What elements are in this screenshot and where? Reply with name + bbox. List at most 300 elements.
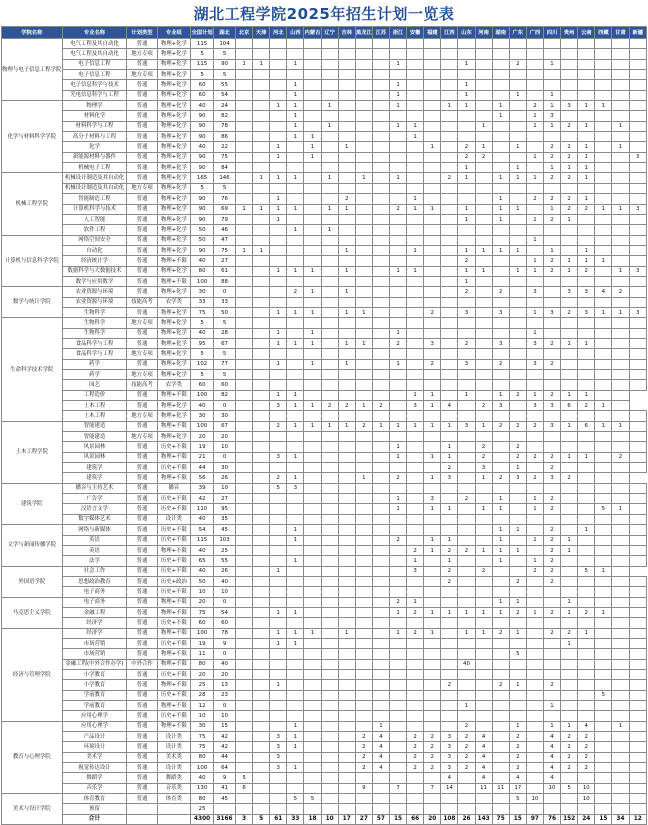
- table-cell: 地方专项: [127, 70, 157, 80]
- table-cell: [509, 318, 526, 328]
- table-cell: [629, 442, 646, 452]
- table-cell: 2: [561, 732, 578, 742]
- major-name-cell: 经济学: [62, 628, 127, 638]
- table-cell: [629, 742, 646, 752]
- table-cell: 普通: [127, 307, 157, 317]
- table-cell: 2: [458, 494, 475, 504]
- table-cell: [372, 597, 389, 607]
- table-cell: 40: [191, 566, 214, 576]
- table-cell: [526, 225, 543, 235]
- table-cell: [253, 152, 270, 162]
- table-cell: [355, 690, 372, 700]
- table-cell: [236, 80, 253, 90]
- column-header: 湖南: [492, 27, 509, 39]
- table-cell: [441, 287, 458, 297]
- table-cell: [612, 380, 629, 390]
- table-cell: 9: [355, 783, 372, 793]
- table-cell: [253, 732, 270, 742]
- table-cell: [509, 70, 526, 80]
- table-cell: [629, 225, 646, 235]
- table-cell: [561, 359, 578, 369]
- table-cell: [338, 711, 355, 721]
- table-cell: [424, 49, 441, 59]
- table-cell: [441, 276, 458, 286]
- table-cell: [424, 483, 441, 493]
- table-cell: [355, 121, 372, 131]
- college-name-cell: 物理与电子信息工程学院: [2, 39, 63, 101]
- table-cell: [355, 587, 372, 597]
- table-cell: 2: [543, 566, 560, 576]
- table-cell: [561, 297, 578, 307]
- table-cell: [372, 173, 389, 183]
- table-cell: [509, 556, 526, 566]
- table-cell: 60: [191, 90, 214, 100]
- table-cell: [321, 183, 338, 193]
- table-cell: 1: [236, 245, 253, 255]
- table-cell: 1: [578, 452, 595, 462]
- table-cell: [561, 618, 578, 628]
- table-cell: [407, 587, 424, 597]
- major-name-cell: 产品设计: [62, 732, 127, 742]
- table-cell: 60: [191, 80, 214, 90]
- table-cell: [475, 556, 492, 566]
- table-cell: [424, 804, 441, 814]
- table-row: [2, 39, 647, 49]
- table-cell: [304, 442, 321, 452]
- table-cell: 普通: [127, 121, 157, 131]
- table-cell: [236, 473, 253, 483]
- table-cell: [372, 101, 389, 111]
- column-header: 北京: [236, 27, 253, 39]
- table-cell: [304, 732, 321, 742]
- table-cell: [595, 576, 612, 586]
- table-cell: [509, 432, 526, 442]
- table-cell: [338, 452, 355, 462]
- table-cell: [355, 70, 372, 80]
- table-cell: [253, 649, 270, 659]
- table-cell: [526, 721, 543, 731]
- table-cell: 1: [287, 401, 304, 411]
- table-cell: 1: [458, 101, 475, 111]
- table-cell: [612, 752, 629, 762]
- table-cell: [236, 276, 253, 286]
- table-cell: 1: [526, 307, 543, 317]
- table-cell: [492, 659, 509, 669]
- table-cell: 97: [526, 814, 543, 824]
- table-cell: 历史+不限: [157, 556, 190, 566]
- table-cell: [389, 256, 406, 266]
- table-cell: [458, 411, 475, 421]
- table-cell: 1: [543, 121, 560, 131]
- table-cell: [407, 39, 424, 49]
- table-cell: 1: [595, 204, 612, 214]
- table-cell: [561, 649, 578, 659]
- table-cell: 2: [458, 742, 475, 752]
- table-cell: 物理+不限: [157, 390, 190, 400]
- table-cell: [526, 773, 543, 783]
- table-cell: [236, 494, 253, 504]
- table-cell: [509, 225, 526, 235]
- table-cell: 物理+不限: [157, 649, 190, 659]
- table-cell: [424, 214, 441, 224]
- major-name-cell: 环境设计: [62, 742, 127, 752]
- table-cell: [458, 597, 475, 607]
- table-cell: [287, 690, 304, 700]
- table-cell: [355, 276, 372, 286]
- table-cell: [389, 587, 406, 597]
- table-cell: 3: [526, 287, 543, 297]
- table-cell: [458, 183, 475, 193]
- table-cell: [236, 504, 253, 514]
- table-cell: 9: [214, 773, 236, 783]
- table-cell: 历史+不限: [157, 442, 190, 452]
- table-cell: [526, 711, 543, 721]
- table-cell: [253, 318, 270, 328]
- table-cell: [270, 70, 287, 80]
- table-cell: 4: [475, 732, 492, 742]
- table-cell: 物理+化学: [157, 173, 190, 183]
- table-cell: [561, 504, 578, 514]
- table-cell: 历史+不限: [157, 587, 190, 597]
- table-cell: [629, 380, 646, 390]
- table-cell: 3: [407, 401, 424, 411]
- table-cell: 67: [214, 338, 236, 348]
- table-cell: 3: [578, 307, 595, 317]
- table-cell: [509, 380, 526, 390]
- table-cell: [629, 649, 646, 659]
- table-cell: 10: [214, 711, 236, 721]
- table-cell: [338, 442, 355, 452]
- table-cell: 1: [270, 566, 287, 576]
- table-cell: [595, 39, 612, 49]
- table-cell: [509, 514, 526, 524]
- table-cell: [595, 783, 612, 793]
- table-cell: 2: [458, 763, 475, 773]
- table-cell: [458, 328, 475, 338]
- table-cell: [321, 804, 338, 814]
- table-cell: 3: [543, 473, 560, 483]
- table-cell: 2: [561, 204, 578, 214]
- table-cell: [372, 70, 389, 80]
- table-cell: [492, 370, 509, 380]
- major-name-cell: 风景园林: [62, 452, 127, 462]
- table-cell: [509, 49, 526, 59]
- table-cell: [629, 349, 646, 359]
- table-cell: 1: [287, 225, 304, 235]
- table-cell: [389, 556, 406, 566]
- table-cell: [475, 235, 492, 245]
- table-cell: 5: [214, 183, 236, 193]
- table-cell: [492, 142, 509, 152]
- table-cell: [321, 338, 338, 348]
- table-cell: [441, 711, 458, 721]
- table-cell: [304, 690, 321, 700]
- table-cell: [236, 638, 253, 648]
- table-cell: [389, 111, 406, 121]
- table-cell: [441, 525, 458, 535]
- table-cell: 54: [214, 607, 236, 617]
- table-cell: 1: [458, 701, 475, 711]
- table-cell: [338, 545, 355, 555]
- table-cell: 1: [561, 545, 578, 555]
- major-name-cell: 英语: [62, 535, 127, 545]
- table-cell: 2: [355, 732, 372, 742]
- table-cell: [526, 132, 543, 142]
- table-cell: 95: [214, 504, 236, 514]
- table-cell: 普通: [127, 638, 157, 648]
- table-cell: [253, 142, 270, 152]
- table-row: [2, 204, 647, 214]
- table-cell: [561, 411, 578, 421]
- table-cell: 1: [304, 401, 321, 411]
- table-cell: [372, 338, 389, 348]
- table-cell: [253, 183, 270, 193]
- table-cell: 20: [191, 669, 214, 679]
- table-row: [2, 794, 647, 804]
- table-cell: [321, 266, 338, 276]
- table-cell: [287, 318, 304, 328]
- table-cell: [253, 628, 270, 638]
- table-cell: [287, 649, 304, 659]
- table-cell: 1: [270, 628, 287, 638]
- table-cell: [236, 545, 253, 555]
- table-cell: [236, 690, 253, 700]
- table-cell: [629, 711, 646, 721]
- table-cell: [629, 80, 646, 90]
- table-cell: [424, 194, 441, 204]
- table-cell: 3: [441, 763, 458, 773]
- table-cell: [236, 380, 253, 390]
- table-cell: [629, 142, 646, 152]
- table-cell: [253, 535, 270, 545]
- table-cell: [355, 514, 372, 524]
- table-row: [2, 711, 647, 721]
- major-name-cell: 物理学: [62, 101, 127, 111]
- table-cell: [543, 514, 560, 524]
- table-cell: 1: [578, 194, 595, 204]
- table-cell: [441, 390, 458, 400]
- table-cell: [441, 349, 458, 359]
- table-cell: [561, 525, 578, 535]
- table-cell: [424, 101, 441, 111]
- table-cell: 165: [191, 173, 214, 183]
- table-cell: 1: [441, 452, 458, 462]
- table-cell: [355, 659, 372, 669]
- table-cell: [595, 556, 612, 566]
- table-cell: 普通: [127, 59, 157, 69]
- table-cell: 1: [543, 701, 560, 711]
- table-cell: [253, 494, 270, 504]
- table-row: [2, 452, 647, 462]
- table-cell: 82: [214, 390, 236, 400]
- table-cell: 61: [270, 814, 287, 824]
- table-cell: [441, 514, 458, 524]
- table-cell: 3: [578, 287, 595, 297]
- table-cell: 1: [441, 607, 458, 617]
- table-cell: [629, 514, 646, 524]
- table-cell: 3: [441, 742, 458, 752]
- table-cell: [612, 111, 629, 121]
- table-cell: [509, 411, 526, 421]
- table-cell: 1: [458, 214, 475, 224]
- table-cell: [543, 597, 560, 607]
- table-cell: [287, 463, 304, 473]
- table-cell: [543, 235, 560, 245]
- table-row: [2, 59, 647, 69]
- table-cell: 2: [561, 742, 578, 752]
- table-cell: 1: [578, 152, 595, 162]
- major-name-cell: 数学与应用数学: [62, 276, 127, 286]
- table-cell: [287, 587, 304, 597]
- table-cell: [372, 804, 389, 814]
- table-cell: 物理+化学: [157, 204, 190, 214]
- table-cell: 5: [578, 566, 595, 576]
- table-cell: [578, 214, 595, 224]
- college-name-cell: 教育与心理学院: [2, 721, 63, 793]
- table-cell: [629, 173, 646, 183]
- table-cell: [612, 349, 629, 359]
- table-cell: [612, 245, 629, 255]
- table-cell: 音乐类: [157, 783, 190, 793]
- table-cell: 3: [526, 338, 543, 348]
- table-cell: [475, 525, 492, 535]
- table-cell: [287, 804, 304, 814]
- table-cell: 普通: [127, 152, 157, 162]
- table-cell: [492, 752, 509, 762]
- table-cell: 1: [424, 390, 441, 400]
- table-cell: 1: [543, 90, 560, 100]
- table-cell: 3: [458, 421, 475, 431]
- table-cell: 1: [270, 328, 287, 338]
- table-cell: 1: [509, 721, 526, 731]
- table-cell: 1: [509, 597, 526, 607]
- table-cell: [509, 194, 526, 204]
- table-cell: 12: [191, 701, 214, 711]
- table-cell: [321, 473, 338, 483]
- table-cell: 2: [424, 742, 441, 752]
- table-cell: [458, 132, 475, 142]
- table-cell: [287, 711, 304, 721]
- table-cell: 30: [191, 411, 214, 421]
- table-cell: [407, 359, 424, 369]
- table-cell: 65: [191, 556, 214, 566]
- table-cell: [424, 235, 441, 245]
- table-cell: [270, 659, 287, 669]
- table-cell: 2: [561, 121, 578, 131]
- table-cell: 设计类: [157, 742, 190, 752]
- table-cell: [492, 690, 509, 700]
- table-cell: 5: [236, 773, 253, 783]
- table-cell: 3: [543, 421, 560, 431]
- table-cell: [424, 59, 441, 69]
- table-cell: 4: [372, 763, 389, 773]
- table-cell: [338, 721, 355, 731]
- table-cell: 1: [389, 80, 406, 90]
- table-cell: [304, 59, 321, 69]
- table-cell: [526, 525, 543, 535]
- table-cell: [287, 432, 304, 442]
- table-cell: [236, 256, 253, 266]
- table-cell: [355, 463, 372, 473]
- table-cell: 2: [509, 421, 526, 431]
- table-cell: 1: [304, 359, 321, 369]
- table-cell: 2: [526, 101, 543, 111]
- table-cell: [578, 70, 595, 80]
- table-cell: [270, 504, 287, 514]
- table-cell: [287, 504, 304, 514]
- table-cell: [441, 59, 458, 69]
- table-cell: [475, 380, 492, 390]
- table-cell: [561, 442, 578, 452]
- table-cell: [372, 638, 389, 648]
- table-cell: [270, 618, 287, 628]
- table-cell: 11: [191, 649, 214, 659]
- table-cell: [214, 804, 236, 814]
- table-cell: [321, 132, 338, 142]
- table-cell: [561, 318, 578, 328]
- table-cell: [270, 721, 287, 731]
- table-cell: 76: [543, 814, 560, 824]
- table-cell: 5: [191, 70, 214, 80]
- table-cell: 143: [475, 814, 492, 824]
- table-cell: [458, 349, 475, 359]
- major-name-cell: 电气工程及其自动化: [62, 39, 127, 49]
- table-cell: [355, 266, 372, 276]
- major-name-cell: 学前教育: [62, 690, 127, 700]
- column-header: 西藏: [595, 27, 612, 39]
- table-cell: [338, 90, 355, 100]
- table-cell: [372, 266, 389, 276]
- table-cell: [595, 132, 612, 142]
- table-cell: 4: [441, 401, 458, 411]
- major-name-cell: 机械设计制造及其自动化: [62, 173, 127, 183]
- table-cell: 历史+不限: [157, 638, 190, 648]
- column-header: 吉林: [338, 27, 355, 39]
- table-cell: [595, 535, 612, 545]
- table-cell: [441, 225, 458, 235]
- table-cell: 1: [270, 204, 287, 214]
- table-cell: [338, 752, 355, 762]
- table-cell: [407, 163, 424, 173]
- table-cell: [424, 680, 441, 690]
- table-cell: [389, 287, 406, 297]
- table-cell: 2: [389, 204, 406, 214]
- table-cell: [595, 163, 612, 173]
- column-header: 河南: [475, 27, 492, 39]
- table-cell: [236, 349, 253, 359]
- table-cell: [253, 597, 270, 607]
- table-cell: 2: [543, 152, 560, 162]
- table-cell: [578, 80, 595, 90]
- table-cell: [629, 556, 646, 566]
- table-cell: 4: [543, 752, 560, 762]
- table-cell: 普通: [127, 90, 157, 100]
- table-cell: [578, 711, 595, 721]
- table-cell: [389, 297, 406, 307]
- table-cell: [629, 607, 646, 617]
- table-cell: [578, 90, 595, 100]
- table-cell: 86: [214, 132, 236, 142]
- table-cell: [475, 194, 492, 204]
- table-cell: [629, 235, 646, 245]
- table-cell: [561, 39, 578, 49]
- table-cell: 2: [475, 442, 492, 452]
- table-cell: 4: [372, 732, 389, 742]
- table-cell: [253, 711, 270, 721]
- table-cell: [253, 328, 270, 338]
- table-cell: [321, 504, 338, 514]
- table-cell: [612, 587, 629, 597]
